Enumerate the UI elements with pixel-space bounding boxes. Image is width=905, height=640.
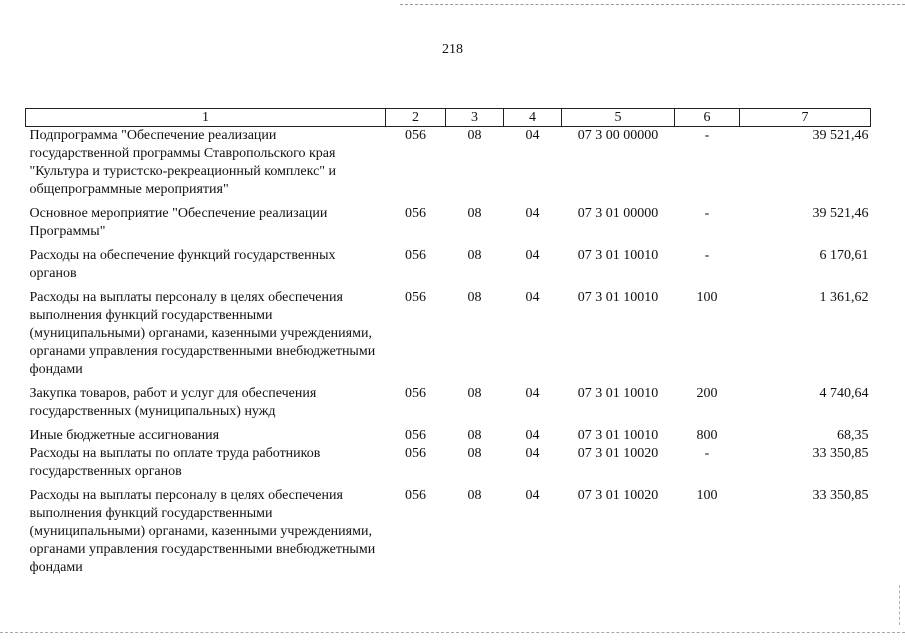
table-row	[26, 487, 871, 577]
column-header-7: 7	[740, 109, 871, 127]
scan-edge-top	[400, 4, 905, 6]
column-header-4: 4	[504, 109, 562, 127]
row-name: Расходы на выплаты персоналу в целях обеспечения выполнения функций государственными (муниципальными) органами, казенными учреждениями, органами управления государственными внебюджетными фондами	[29, 290, 376, 377]
row-ved: 056	[405, 446, 426, 461]
table-row	[26, 445, 871, 487]
table-row	[26, 247, 871, 289]
row-sum: 33 350,85	[812, 488, 869, 503]
row-csr: 07 3 01 10020	[577, 446, 659, 461]
table-row	[26, 289, 871, 385]
row-pr: 04	[525, 488, 540, 503]
row-ved: 056	[405, 128, 426, 143]
row-name: Расходы на выплаты по оплате труда работников государственных органов	[29, 446, 321, 479]
row-rz: 08	[467, 446, 482, 461]
row-sum: 1 361,62	[819, 290, 869, 305]
row-sum: 68,35	[837, 428, 869, 443]
row-ved: 056	[405, 386, 426, 401]
row-rz: 08	[467, 386, 482, 401]
row-rz: 08	[467, 290, 482, 305]
row-vr: 100	[696, 290, 718, 305]
row-ved: 056	[405, 488, 426, 503]
budget-table	[25, 108, 871, 577]
row-sum: 33 350,85	[812, 446, 869, 461]
row-csr: 07 3 00 00000	[577, 128, 659, 143]
row-pr: 04	[525, 206, 540, 221]
row-csr: 07 3 01 10010	[577, 248, 659, 263]
row-rz: 08	[467, 488, 482, 503]
row-sum: 6 170,61	[819, 248, 869, 263]
row-vr: 800	[696, 428, 718, 443]
row-name: Расходы на выплаты персоналу в целях обеспечения выполнения функций государственными (муниципальными) органами, казенными учреждениями, органами управления государственными внебюджетными фондами	[29, 488, 376, 575]
row-rz: 08	[467, 428, 482, 443]
row-pr: 04	[525, 386, 540, 401]
row-sum: 39 521,46	[812, 128, 869, 143]
scan-edge-bottom	[0, 632, 905, 634]
column-header-1: 1	[26, 109, 386, 127]
row-csr: 07 3 01 00000	[577, 206, 659, 221]
row-vr: 200	[696, 386, 718, 401]
row-vr: 100	[696, 488, 718, 503]
row-pr: 04	[525, 248, 540, 263]
row-pr: 04	[525, 428, 540, 443]
row-name: Расходы на обеспечение функций государственных органов	[29, 248, 336, 281]
row-vr: -	[704, 206, 710, 221]
row-ved: 056	[405, 290, 426, 305]
row-csr: 07 3 01 10010	[577, 386, 659, 401]
column-header-6: 6	[675, 109, 740, 127]
table-row	[26, 427, 871, 445]
row-ved: 056	[405, 248, 426, 263]
header-row	[26, 109, 871, 127]
row-rz: 08	[467, 248, 482, 263]
scan-edge-right	[899, 585, 901, 625]
column-header-5: 5	[562, 109, 675, 127]
row-pr: 04	[525, 446, 540, 461]
row-name: Иные бюджетные ассигнования	[29, 428, 220, 443]
row-pr: 04	[525, 128, 540, 143]
row-name: Подпрограмма "Обеспечение реализации государственной программы Ставропольского края "Культура и туристско-рекреационный комплекс" и общепрограммные мероприятия"	[29, 128, 336, 197]
column-header-2: 2	[386, 109, 446, 127]
row-vr: -	[704, 128, 710, 143]
row-csr: 07 3 01 10020	[577, 488, 659, 503]
row-rz: 08	[467, 206, 482, 221]
row-pr: 04	[525, 290, 540, 305]
row-sum: 4 740,64	[819, 386, 869, 401]
row-vr: -	[704, 248, 710, 263]
row-name: Основное мероприятие "Обеспечение реализации Программы"	[29, 206, 328, 239]
row-rz: 08	[467, 128, 482, 143]
table-row	[26, 385, 871, 427]
row-csr: 07 3 01 10010	[577, 428, 659, 443]
row-csr: 07 3 01 10010	[577, 290, 659, 305]
page-number: 218	[442, 42, 463, 57]
table-row	[26, 127, 871, 206]
row-ved: 056	[405, 206, 426, 221]
table-row	[26, 205, 871, 247]
column-header-3: 3	[446, 109, 504, 127]
row-name: Закупка товаров, работ и услуг для обеспечения государственных (муниципальных) нужд	[29, 386, 317, 419]
row-vr: -	[704, 446, 710, 461]
row-sum: 39 521,46	[812, 206, 869, 221]
row-ved: 056	[405, 428, 426, 443]
